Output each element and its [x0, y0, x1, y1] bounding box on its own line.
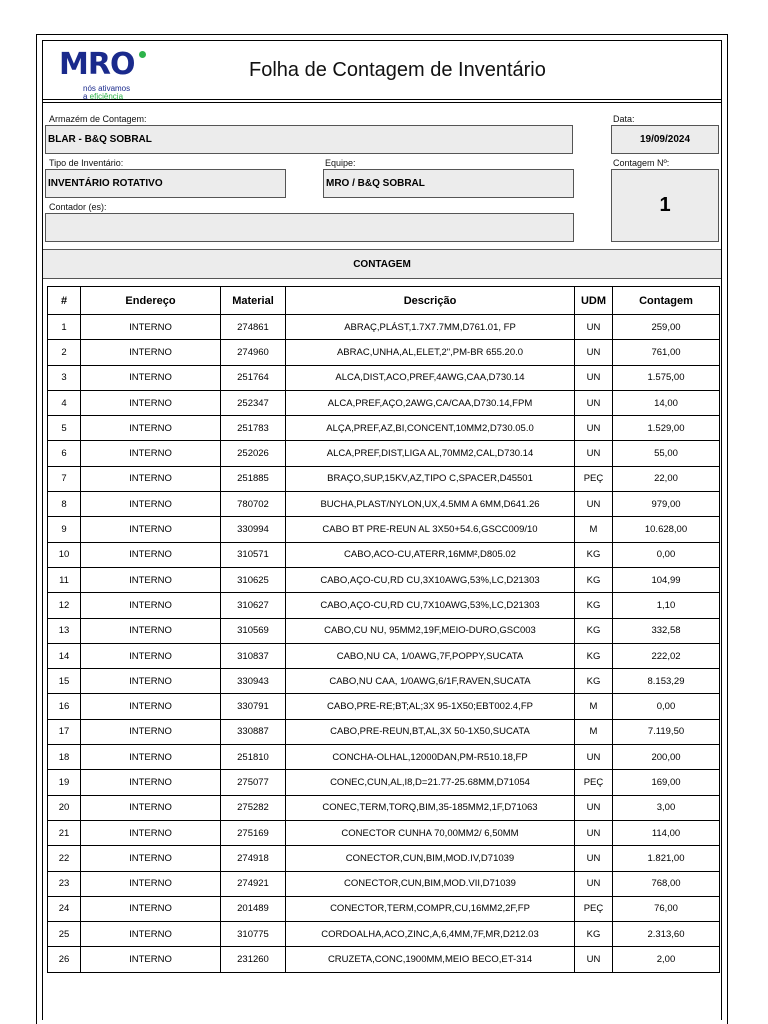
logo-tagline-line2a: a [83, 92, 90, 101]
cell-material: 251885 [221, 466, 286, 491]
section-title: CONTAGEM [353, 258, 411, 270]
cell-count[interactable]: 114,00 [613, 820, 720, 845]
cell-uom: UN [575, 340, 613, 365]
cell-count[interactable]: 222,02 [613, 643, 720, 668]
cell-uom: UN [575, 795, 613, 820]
cell-uom: UN [575, 441, 613, 466]
cell-count[interactable]: 14,00 [613, 390, 720, 415]
cell-address: INTERNO [81, 315, 221, 340]
cell-description: ABRAC,UNHA,AL,ELET,2",PM-BR 655.20.0 [286, 340, 575, 365]
cell-material: 252347 [221, 390, 286, 415]
cell-count[interactable]: 10.628,00 [613, 517, 720, 542]
cell-description: CABO,AÇO-CU,RD CU,3X10AWG,53%,LC,D21303 [286, 567, 575, 592]
logo-wordmark [59, 47, 134, 82]
cell-count[interactable]: 259,00 [613, 315, 720, 340]
cell-number: 19 [48, 770, 81, 795]
cell-address: INTERNO [81, 593, 221, 618]
cell-uom: UN [575, 871, 613, 896]
cell-number: 8 [48, 492, 81, 517]
cell-number: 21 [48, 820, 81, 845]
cell-uom: KG [575, 643, 613, 668]
cell-number: 1 [48, 315, 81, 340]
cell-material: 330943 [221, 669, 286, 694]
cell-count[interactable]: 761,00 [613, 340, 720, 365]
cell-address: INTERNO [81, 492, 221, 517]
logo-text: MRO [59, 47, 135, 82]
cell-description: CONEC,CUN,AL,I8,D=21.77-25.68MM,D71054 [286, 770, 575, 795]
cell-address: INTERNO [81, 694, 221, 719]
cell-description: CRUZETA,CONC,1900MM,MEIO BECO,ET-314 [286, 947, 575, 972]
cell-address: INTERNO [81, 669, 221, 694]
cell-description: ALCA,PREF,DIST,LIGA AL,70MM2,CAL,D730.14 [286, 441, 575, 466]
cell-uom: UN [575, 390, 613, 415]
cell-description: BUCHA,PLAST/NYLON,UX,4.5MM A 6MM,D641.26 [286, 492, 575, 517]
table-row [48, 896, 720, 921]
warehouse-label: Armazém de Contagem: [49, 114, 147, 124]
cell-address: INTERNO [81, 466, 221, 491]
header-divider [43, 99, 721, 100]
cell-address: INTERNO [81, 517, 221, 542]
cell-material: 251783 [221, 416, 286, 441]
cell-number: 26 [48, 947, 81, 972]
date-label: Data: [613, 114, 635, 124]
cell-uom: UN [575, 315, 613, 340]
cell-number: 22 [48, 846, 81, 871]
table-row [48, 922, 720, 947]
cell-uom: UN [575, 846, 613, 871]
table-row [48, 871, 720, 896]
cell-description: CABO,PRE-REUN,BT,AL,3X 50-1X50,SUCATA [286, 719, 575, 744]
cell-count[interactable]: 2.313,60 [613, 922, 720, 947]
cell-description: ALCA,DIST,ACO,PREF,4AWG,CAA,D730.14 [286, 365, 575, 390]
cell-address: INTERNO [81, 416, 221, 441]
cell-description: CABO,NU CA, 1/0AWG,7F,POPPY,SUCATA [286, 643, 575, 668]
cell-material: 274960 [221, 340, 286, 365]
cell-material: 274861 [221, 315, 286, 340]
header-divider-2 [43, 102, 721, 103]
cell-number: 20 [48, 795, 81, 820]
cell-count[interactable]: 1.529,00 [613, 416, 720, 441]
cell-material: 201489 [221, 896, 286, 921]
cell-count[interactable]: 104,99 [613, 567, 720, 592]
cell-material: 310837 [221, 643, 286, 668]
cell-number: 14 [48, 643, 81, 668]
count-number-label: Contagem Nº: [613, 158, 670, 168]
mro-logo [59, 47, 149, 99]
cell-description: CABO,NU CAA, 1/0AWG,6/1F,RAVEN,SUCATA [286, 669, 575, 694]
team-label: Equipe: [325, 158, 356, 168]
cell-address: INTERNO [81, 770, 221, 795]
cell-number: 5 [48, 416, 81, 441]
cell-material: 330994 [221, 517, 286, 542]
cell-description: CONCHA-OLHAL,12000DAN,PM-R510.18,FP [286, 745, 575, 770]
cell-number: 11 [48, 567, 81, 592]
table-header-row [48, 287, 720, 315]
cell-count[interactable]: 22,00 [613, 466, 720, 491]
cell-uom: KG [575, 922, 613, 947]
cell-count[interactable]: 2,00 [613, 947, 720, 972]
section-band [43, 249, 721, 279]
col-header-description: Descrição [286, 287, 575, 315]
cell-number: 25 [48, 922, 81, 947]
counter-label: Contador (es): [49, 202, 107, 212]
cell-material: 252026 [221, 441, 286, 466]
logo-dot-icon [139, 51, 146, 58]
date-field[interactable]: 19/09/2024 [611, 125, 719, 154]
cell-material: 275282 [221, 795, 286, 820]
table-row [48, 390, 720, 415]
cell-material: 310627 [221, 593, 286, 618]
cell-uom: UN [575, 365, 613, 390]
table-row [48, 340, 720, 365]
cell-uom: KG [575, 567, 613, 592]
cell-uom: UN [575, 820, 613, 845]
cell-description: ALCA,PREF,AÇO,2AWG,CA/CAA,D730.14,FPM [286, 390, 575, 415]
cell-number: 3 [48, 365, 81, 390]
table-row [48, 618, 720, 643]
cell-uom: UN [575, 416, 613, 441]
cell-address: INTERNO [81, 719, 221, 744]
cell-material: 310569 [221, 618, 286, 643]
warehouse-field[interactable]: BLAR - B&Q SOBRAL [45, 125, 573, 154]
table-row [48, 593, 720, 618]
cell-material: 330887 [221, 719, 286, 744]
col-header-count: Contagem [613, 287, 720, 315]
inventory-sheet [36, 34, 728, 1024]
cell-count[interactable]: 979,00 [613, 492, 720, 517]
cell-count[interactable]: 0,00 [613, 542, 720, 567]
inventory-type-label: Tipo de Inventário: [49, 158, 124, 168]
cell-uom: UN [575, 947, 613, 972]
cell-count[interactable]: 332,58 [613, 618, 720, 643]
cell-uom: M [575, 694, 613, 719]
table-row [48, 770, 720, 795]
cell-address: INTERNO [81, 820, 221, 845]
cell-description: CORDOALHA,ACO,ZINC,A,6,4MM,7F,MR,D212.03 [286, 922, 575, 947]
cell-number: 10 [48, 542, 81, 567]
cell-material: 251810 [221, 745, 286, 770]
cell-number: 15 [48, 669, 81, 694]
cell-material: 310625 [221, 567, 286, 592]
cell-address: INTERNO [81, 871, 221, 896]
cell-count[interactable]: 8.153,29 [613, 669, 720, 694]
inventory-type-field[interactable]: INVENTÁRIO ROTATIVO [45, 169, 286, 198]
cell-uom: PEÇ [575, 770, 613, 795]
table-row [48, 795, 720, 820]
table-row [48, 441, 720, 466]
table-row [48, 669, 720, 694]
logo-tagline-line2b: eficiência [89, 92, 124, 101]
cell-count[interactable]: 76,00 [613, 896, 720, 921]
cell-count[interactable]: 55,00 [613, 441, 720, 466]
table-row [48, 542, 720, 567]
cell-count[interactable]: 169,00 [613, 770, 720, 795]
inventory-table [47, 286, 720, 973]
table-row [48, 820, 720, 845]
cell-number: 7 [48, 466, 81, 491]
cell-uom: UN [575, 745, 613, 770]
cell-material: 310571 [221, 542, 286, 567]
cell-count[interactable]: 1.575,00 [613, 365, 720, 390]
table-body [48, 315, 720, 973]
cell-description: ABRAÇ,PLÁST,1.7X7.7MM,D761.01, FP [286, 315, 575, 340]
cell-uom: KG [575, 618, 613, 643]
col-header-address: Endereço [81, 287, 221, 315]
table-row [48, 517, 720, 542]
cell-number: 24 [48, 896, 81, 921]
cell-number: 16 [48, 694, 81, 719]
cell-address: INTERNO [81, 365, 221, 390]
table-row [48, 745, 720, 770]
cell-uom: M [575, 719, 613, 744]
cell-number: 2 [48, 340, 81, 365]
cell-material: 231260 [221, 947, 286, 972]
cell-count[interactable]: 200,00 [613, 745, 720, 770]
cell-address: INTERNO [81, 390, 221, 415]
cell-description: CONECTOR CUNHA 70,00MM2/ 6,50MM [286, 820, 575, 845]
count-number-field[interactable]: 1 [611, 169, 719, 242]
cell-number: 4 [48, 390, 81, 415]
cell-material: 330791 [221, 694, 286, 719]
cell-uom: PEÇ [575, 896, 613, 921]
cell-count[interactable]: 768,00 [613, 871, 720, 896]
cell-address: INTERNO [81, 846, 221, 871]
table-row [48, 694, 720, 719]
col-header-uom: UDM [575, 287, 613, 315]
cell-count[interactable]: 0,00 [613, 694, 720, 719]
cell-number: 9 [48, 517, 81, 542]
cell-count[interactable]: 7.119,50 [613, 719, 720, 744]
table-row [48, 643, 720, 668]
cell-address: INTERNO [81, 643, 221, 668]
cell-address: INTERNO [81, 922, 221, 947]
table-row [48, 567, 720, 592]
cell-description: CABO,AÇO-CU,RD CU,7X10AWG,53%,LC,D21303 [286, 593, 575, 618]
cell-number: 12 [48, 593, 81, 618]
logo-tagline-line1: nós ativamos [83, 84, 131, 93]
cell-material: 275169 [221, 820, 286, 845]
cell-number: 13 [48, 618, 81, 643]
cell-description: CONECTOR,TERM,COMPR,CU,16MM2,2F,FP [286, 896, 575, 921]
cell-address: INTERNO [81, 441, 221, 466]
cell-address: INTERNO [81, 795, 221, 820]
cell-count[interactable]: 3,00 [613, 795, 720, 820]
cell-material: 275077 [221, 770, 286, 795]
cell-description: CABO,PRE-RE;BT;AL;3X 95-1X50;EBT002.4,FP [286, 694, 575, 719]
cell-address: INTERNO [81, 542, 221, 567]
cell-description: BRAÇO,SUP,15KV,AZ,TIPO C,SPACER,D45501 [286, 466, 575, 491]
page-title: Folha de Contagem de Inventário [249, 59, 546, 81]
table-row [48, 416, 720, 441]
cell-number: 17 [48, 719, 81, 744]
cell-address: INTERNO [81, 567, 221, 592]
table-row [48, 466, 720, 491]
cell-uom: KG [575, 542, 613, 567]
cell-uom: KG [575, 593, 613, 618]
cell-uom: PEÇ [575, 466, 613, 491]
cell-description: CABO BT PRE-REUN AL 3X50+54.6,GSCC009/10 [286, 517, 575, 542]
cell-description: CONECTOR,CUN,BIM,MOD.IV,D71039 [286, 846, 575, 871]
cell-number: 6 [48, 441, 81, 466]
table-row [48, 947, 720, 972]
table-row [48, 846, 720, 871]
col-header-number: # [48, 287, 81, 315]
cell-count[interactable]: 1.821,00 [613, 846, 720, 871]
table-row [48, 719, 720, 744]
cell-description: CONEC,TERM,TORQ,BIM,35-185MM2,1F,D71063 [286, 795, 575, 820]
cell-uom: UN [575, 492, 613, 517]
cell-address: INTERNO [81, 340, 221, 365]
col-header-material: Material [221, 287, 286, 315]
cell-count[interactable]: 1,10 [613, 593, 720, 618]
team-field[interactable]: MRO / B&Q SOBRAL [323, 169, 574, 198]
cell-number: 23 [48, 871, 81, 896]
cell-address: INTERNO [81, 618, 221, 643]
cell-material: 310775 [221, 922, 286, 947]
cell-material: 251764 [221, 365, 286, 390]
cell-address: INTERNO [81, 745, 221, 770]
cell-uom: KG [575, 669, 613, 694]
sheet-inner-frame [42, 40, 722, 1020]
counter-field[interactable] [45, 213, 574, 242]
cell-description: CONECTOR,CUN,BIM,MOD.VII,D71039 [286, 871, 575, 896]
cell-number: 18 [48, 745, 81, 770]
cell-uom: M [575, 517, 613, 542]
cell-address: INTERNO [81, 896, 221, 921]
table-row [48, 492, 720, 517]
cell-address: INTERNO [81, 947, 221, 972]
cell-material: 274918 [221, 846, 286, 871]
table-row [48, 365, 720, 390]
cell-material: 780702 [221, 492, 286, 517]
cell-description: CABO,CU NU, 95MM2,19F,MEIO-DURO,GSC003 [286, 618, 575, 643]
cell-description: ALÇA,PREF,AZ,BI,CONCENT,10MM2,D730.05.0 [286, 416, 575, 441]
cell-material: 274921 [221, 871, 286, 896]
cell-description: CABO,ACO-CU,ATERR,16MM²,D805.02 [286, 542, 575, 567]
table-row [48, 315, 720, 340]
